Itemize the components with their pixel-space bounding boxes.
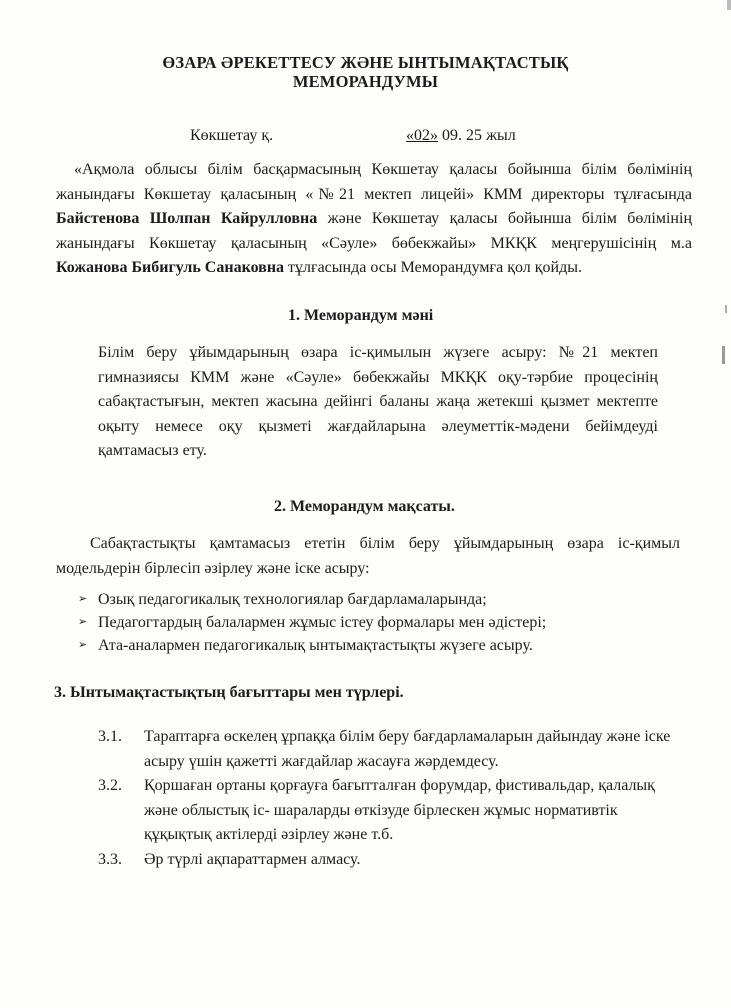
list-item: [98, 848, 678, 873]
list-item: [98, 774, 678, 848]
item-number: 3.3.: [98, 850, 122, 868]
item-number: 3.1.: [98, 728, 122, 745]
intro-text-3: тұлғасында осы Меморандумға қол қойды.: [284, 259, 582, 276]
list-item: [78, 611, 678, 634]
item-text: Әр түрлі ақпараттармен алмасу.: [144, 850, 361, 868]
arrow-bullet-icon: ➢: [78, 639, 88, 651]
document-date: [406, 127, 516, 145]
list-item-text: Ата-аналармен педагогикалық ынтымақтастықты жүзеге асыру.: [98, 637, 533, 654]
intro-paragraph: [56, 158, 692, 281]
section2-text: Сабақтастықты қамтамасыз ететін білім беру ұйымдарының өзара іс-қимыл модельдерін бірлесіп әзірлеу және іске асыру:: [56, 535, 680, 577]
section2-heading: 2. Меморандум мақсаты.: [274, 498, 455, 515]
scan-artifact: [725, 305, 727, 313]
item-number: 3.2.: [98, 777, 122, 794]
intro-text-1: «Ақмола облысы білім басқармасының Көкшетау қаласы бойынша білім бөлімінің жанындағы Көкшетау қаласының «№21 мектеп лицейі» КММ директоры тұлғасында: [56, 161, 692, 203]
item-text: Тараптарға өскелең ұрпаққа білім беру бағдарламаларын дайындау және іске асыру үшін қажетті жағдайлар жасауға жәрдемдесу.: [144, 728, 671, 770]
scan-artifact: [722, 346, 725, 364]
intro-text-2: және Көкшетау қаласы бойынша білім бөлімінің жанындағы Көкшетау қаласының «Сәуле» бөбекжайы» МКҚК меңгерушісінің м.а: [56, 210, 692, 252]
arrow-bullet-icon: ➢: [78, 616, 88, 628]
city-label: Көкшетау қ.: [190, 127, 274, 144]
document-title-line2: МЕМОРАНДУМЫ: [292, 72, 439, 91]
section1-heading: 1. Меморандум мәні: [288, 307, 434, 324]
date-rest: 09. 25 жыл: [438, 127, 516, 144]
section2-bullet-list: [78, 588, 678, 657]
section3-heading: 3. Ынтымақтастықтың бағыттары мен түрлері.: [54, 684, 404, 701]
director-name: Байстенова Шолпан Кайрулловна: [56, 210, 318, 227]
document-title-line1: ӨЗАРА ӘРЕКЕТТЕСУ ЖӘНЕ ЫНТЫМАҚТАСТЫҚ: [162, 53, 569, 72]
section1-text: Білім беру ұйымдарының өзара іс-қимылын жүзеге асыру: №21 мектеп гимназиясы КММ және «Сәуле» бөбекжайы МКҚК оқу-тәрбие процесінің сабақтастығын, мектеп жасына дейінгі баланы жаңа жетекші қызмет мектепте оқыту немесе оқу қызметі жағдайларына әлеуметтік-мәдени бейімдеуді қамтамасыз ету.: [98, 344, 658, 459]
list-item: [98, 725, 678, 774]
date-day: «02»: [406, 127, 438, 144]
item-text: Қоршаған ортаны қорғауға бағытталған форумдар, фистивальдар, қалалық және облыстық іс- шараларды өткізуде бірлескен жұмыс нормативтік құқықтық актілерді әзірлеу және т.б.: [144, 777, 655, 843]
list-item: [78, 634, 678, 657]
list-item: [78, 588, 678, 611]
list-item-text: Озық педагогикалық технологиялар бағдарламаларында;: [98, 591, 487, 608]
scan-artifact: [727, 0, 731, 10]
manager-name: Кожанова Бибигуль Санаковна: [56, 259, 285, 276]
section3-list: [98, 725, 678, 872]
arrow-bullet-icon: ➢: [78, 593, 88, 605]
list-item-text: Педагогтардың балалармен жұмыс істеу формалары мен әдістері;: [98, 614, 547, 631]
